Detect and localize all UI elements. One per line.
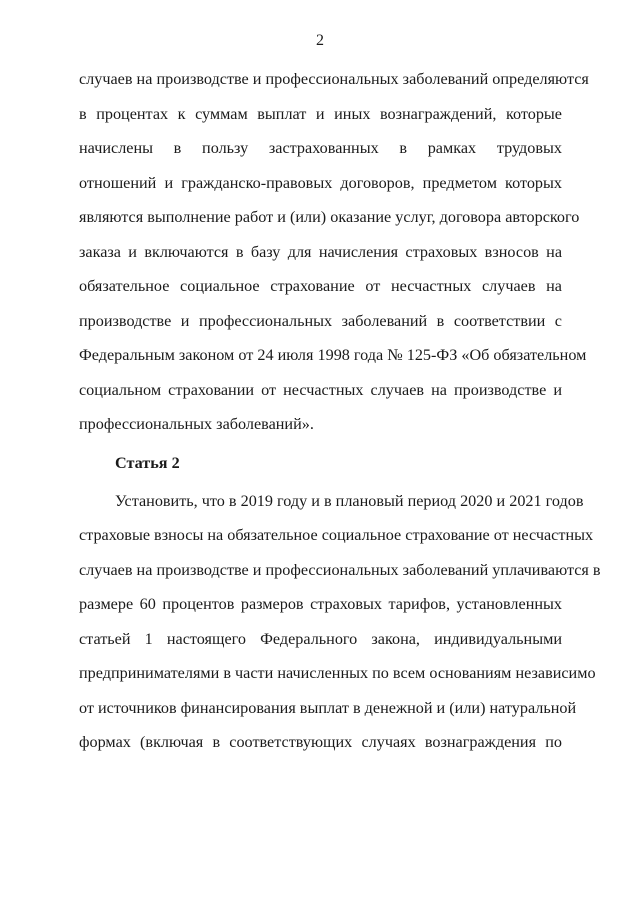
text-line: от источников финансирования выплат в денежной и (или) натуральной <box>79 698 577 717</box>
text-line: Установить, что в 2019 году и в плановый период 2020 и 2021 годов <box>115 491 584 510</box>
text-line: формах (включая в соответствующих случаях вознаграждения по <box>79 733 562 751</box>
text-line: обязательное социальное страхование от несчастных случаев на <box>79 277 562 295</box>
text-line: в процентах к суммам выплат и иных вознаграждений, которые <box>79 104 562 123</box>
text-line: случаев на производстве и профессиональных заболеваний определяются <box>79 70 589 88</box>
text-line: начислены в пользу застрахованных в рамках трудовых <box>79 139 562 157</box>
paragraph-continuation <box>79 68 589 448</box>
article-2-paragraph <box>79 490 601 766</box>
text-line: профессиональных заболеваний». <box>79 415 314 433</box>
text-line: социальном страховании от несчастных случаев на производстве и <box>79 380 562 399</box>
text-line: заказа и включаются в базу для начисления страховых взносов на <box>79 242 562 261</box>
text-line: случаев на производстве и профессиональных заболеваний уплачиваются в <box>79 560 601 579</box>
page-number: 2 <box>316 32 324 49</box>
text-line: отношений и гражданско-правовых договоров, предметом которых <box>79 173 562 192</box>
text-line: размере 60 процентов размеров страховых тарифов, установленных <box>79 595 562 613</box>
text-line: предпринимателями в части начисленных по всем основаниям независимо <box>79 664 596 682</box>
text-line: являются выполнение работ и (или) оказание услуг, договора авторского <box>79 208 580 226</box>
text-line: Федеральным законом от 24 июля 1998 года № 125-ФЗ «Об обязательном <box>79 346 587 364</box>
document-body <box>79 68 601 766</box>
text-line: производстве и профессиональных заболеваний в соответствии с <box>79 311 562 330</box>
text-line: страховые взносы на обязательное социальное страхование от несчастных <box>79 526 594 544</box>
text-line: статьей 1 настоящего Федерального закона, индивидуальными <box>79 629 562 648</box>
article-heading: Статья 2 <box>115 453 180 472</box>
